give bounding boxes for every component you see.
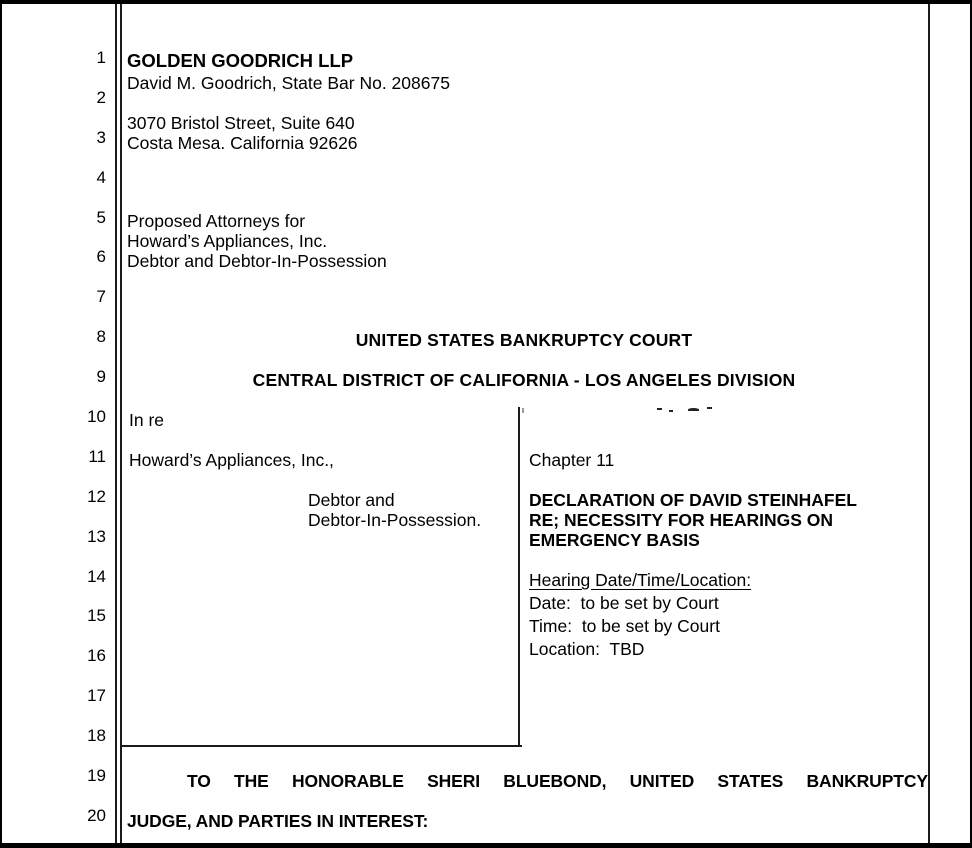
right-margin-rule [928, 4, 930, 843]
line-number: 11 [88, 446, 106, 466]
court-name-heading: UNITED STATES BANKRUPTCY COURT [355, 330, 693, 350]
line-number-column [60, 38, 106, 836]
line-number: 15 [87, 606, 106, 626]
line-number: 19 [87, 766, 106, 786]
line-number: 18 [87, 726, 106, 746]
representation-line-2: Howard’s Appliances, Inc. [127, 231, 328, 251]
hearing-date-line: Date: to be set by Court [529, 593, 719, 613]
attorney-name-line: David M. Goodrich, State Bar No. 208675 [127, 73, 450, 93]
representation-line-3: Debtor and Debtor-In-Possession [127, 251, 387, 271]
left-margin-rule-inner [120, 4, 122, 843]
line-number: 8 [96, 327, 106, 347]
line-number: 5 [96, 207, 106, 227]
line-number: 10 [87, 407, 106, 427]
line-number: 6 [96, 247, 106, 267]
document-title-line-1: DECLARATION OF DAVID STEINHAFEL [529, 490, 857, 510]
left-margin-rule-outer [115, 4, 117, 843]
salutation-line-1: TO THE HONORABLE SHERI BLUEBOND, UNITED STATES BANKRUPTCY [187, 771, 928, 791]
line-number: 13 [87, 526, 106, 546]
line-number: 20 [87, 805, 106, 825]
firm-address-line-2: Costa Mesa. California 92626 [127, 133, 358, 153]
hearing-info-heading: Hearing Date/Time/Location: [529, 570, 752, 590]
line-number: 4 [96, 167, 106, 187]
firm-address-line-1: 3070 Bristol Street, Suite 640 [127, 113, 355, 133]
line-number: 9 [96, 367, 106, 387]
caption-box-divider [518, 407, 520, 747]
line-number: 16 [87, 646, 106, 666]
line-number: 14 [87, 566, 106, 586]
hearing-location-line: Location: TBD [529, 639, 645, 659]
firm-name: GOLDEN GOODRICH LLP [127, 50, 354, 71]
line-number: 3 [96, 127, 106, 147]
line-number: 1 [96, 48, 106, 67]
document-title-line-2: RE; NECESSITY FOR HEARINGS ON [529, 510, 834, 530]
debtor-name: Howard’s Appliances, Inc., [129, 450, 334, 470]
line-number: 17 [87, 686, 106, 706]
hearing-time-line: Time: to be set by Court [529, 616, 720, 636]
court-district-heading: CENTRAL DISTRICT OF CALIFORNIA - LOS ANGELES DIVISION [252, 370, 796, 390]
line-number: 2 [96, 87, 106, 107]
debtor-designation-line-2: Debtor-In-Possession. [308, 510, 482, 530]
document-title-line-3: EMERGENCY BASIS [529, 530, 700, 550]
in-re-label: In re [129, 410, 165, 430]
caption-box-bottom-border [122, 745, 522, 747]
line-number: 12 [87, 486, 106, 506]
chapter-label: Chapter 11 [529, 450, 615, 470]
salutation-line-2: JUDGE, AND PARTIES IN INTEREST: [127, 811, 429, 831]
line-number: 7 [96, 287, 106, 307]
debtor-designation-line-1: Debtor and [308, 490, 395, 510]
representation-line-1: Proposed Attorneys for [127, 211, 306, 231]
